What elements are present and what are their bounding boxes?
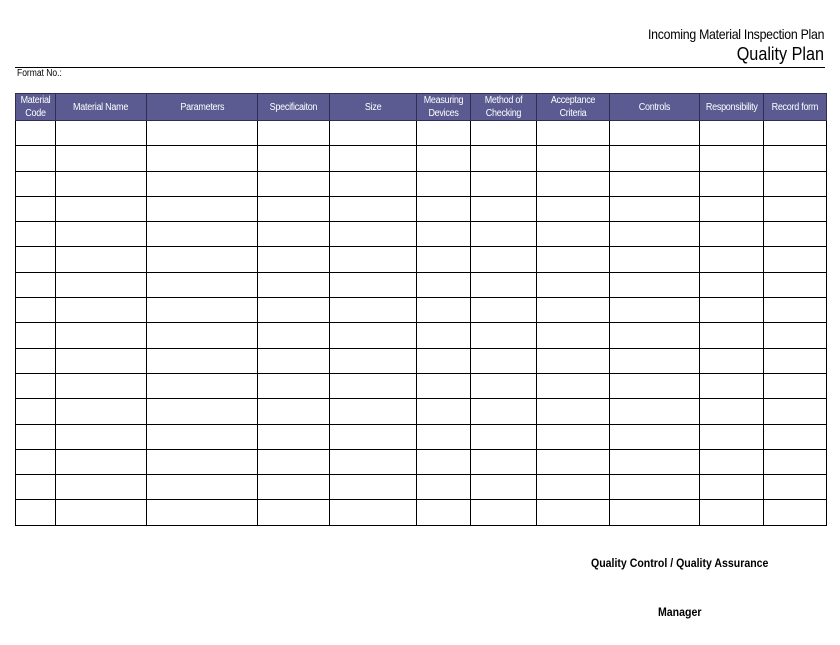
- table-cell[interactable]: [56, 298, 147, 323]
- column-header-label: Acceptance Criteria: [550, 95, 596, 119]
- signature-role: Manager: [658, 605, 702, 619]
- table-cell[interactable]: [417, 298, 471, 323]
- table-cell[interactable]: [764, 171, 827, 196]
- table-cell[interactable]: [16, 171, 56, 196]
- table-row: [16, 222, 827, 247]
- table-cell[interactable]: [700, 146, 764, 171]
- table-cell[interactable]: [330, 424, 417, 449]
- table-cell[interactable]: [537, 348, 610, 373]
- table-cell[interactable]: [537, 146, 610, 171]
- column-header-label: Responsibility: [705, 101, 758, 113]
- table-row: [16, 424, 827, 449]
- table-cell[interactable]: [16, 348, 56, 373]
- table-cell[interactable]: [16, 222, 56, 247]
- table-cell[interactable]: [258, 121, 330, 146]
- column-header: [700, 94, 764, 121]
- table-cell[interactable]: [147, 247, 258, 272]
- table-cell[interactable]: [700, 399, 764, 424]
- table-cell[interactable]: [16, 475, 56, 500]
- table-cell[interactable]: [610, 449, 700, 474]
- column-header: [471, 94, 537, 121]
- table-cell[interactable]: [417, 146, 471, 171]
- table-cell[interactable]: [610, 373, 700, 398]
- table-cell[interactable]: [610, 196, 700, 221]
- table-cell[interactable]: [764, 222, 827, 247]
- table-row: [16, 449, 827, 474]
- column-header-label: Material Name: [73, 101, 129, 113]
- table-cell[interactable]: [330, 298, 417, 323]
- table-cell[interactable]: [16, 272, 56, 297]
- table-cell[interactable]: [330, 348, 417, 373]
- table-cell[interactable]: [610, 298, 700, 323]
- column-header-label: Specificaiton: [269, 101, 318, 113]
- table-cell[interactable]: [764, 348, 827, 373]
- column-header: [417, 94, 471, 121]
- table-cell[interactable]: [330, 121, 417, 146]
- table-cell[interactable]: [56, 449, 147, 474]
- table-cell[interactable]: [147, 272, 258, 297]
- table-cell[interactable]: [258, 399, 330, 424]
- table-cell[interactable]: [16, 373, 56, 398]
- table-cell[interactable]: [16, 196, 56, 221]
- table-cell[interactable]: [471, 500, 537, 525]
- table-cell[interactable]: [258, 449, 330, 474]
- table-cell[interactable]: [147, 298, 258, 323]
- table-cell[interactable]: [471, 449, 537, 474]
- table-cell[interactable]: [471, 196, 537, 221]
- table-cell[interactable]: [537, 373, 610, 398]
- table-cell[interactable]: [16, 323, 56, 348]
- table-cell[interactable]: [330, 196, 417, 221]
- table-cell[interactable]: [56, 348, 147, 373]
- table-cell[interactable]: [258, 348, 330, 373]
- table-cell[interactable]: [258, 500, 330, 525]
- table-cell[interactable]: [764, 500, 827, 525]
- table-cell[interactable]: [258, 222, 330, 247]
- table-cell[interactable]: [56, 424, 147, 449]
- table-cell[interactable]: [417, 449, 471, 474]
- table-cell[interactable]: [258, 298, 330, 323]
- table-cell[interactable]: [610, 272, 700, 297]
- table-cell[interactable]: [471, 272, 537, 297]
- table-cell[interactable]: [56, 500, 147, 525]
- table-cell[interactable]: [537, 247, 610, 272]
- table-cell[interactable]: [537, 272, 610, 297]
- table-cell[interactable]: [700, 196, 764, 221]
- table-cell[interactable]: [417, 121, 471, 146]
- column-header-label: Method of Checking: [484, 95, 523, 119]
- table-cell[interactable]: [16, 424, 56, 449]
- table-cell[interactable]: [537, 121, 610, 146]
- table-cell[interactable]: [537, 449, 610, 474]
- column-header: [537, 94, 610, 121]
- table-cell[interactable]: [258, 247, 330, 272]
- table-cell[interactable]: [700, 449, 764, 474]
- table-cell[interactable]: [147, 222, 258, 247]
- table-cell[interactable]: [700, 222, 764, 247]
- table-cell[interactable]: [56, 222, 147, 247]
- table-cell[interactable]: [764, 272, 827, 297]
- column-header-label: Record form: [771, 101, 819, 113]
- table-cell[interactable]: [471, 348, 537, 373]
- table-cell[interactable]: [471, 399, 537, 424]
- table-row: [16, 247, 827, 272]
- table-cell[interactable]: [258, 475, 330, 500]
- table-cell[interactable]: [147, 323, 258, 348]
- table-cell[interactable]: [537, 196, 610, 221]
- table-cell[interactable]: [610, 424, 700, 449]
- table-row: [16, 323, 827, 348]
- table-cell[interactable]: [258, 272, 330, 297]
- table-cell[interactable]: [537, 298, 610, 323]
- table-cell[interactable]: [56, 399, 147, 424]
- table-cell[interactable]: [471, 323, 537, 348]
- table-cell[interactable]: [471, 247, 537, 272]
- table-cell[interactable]: [471, 298, 537, 323]
- table-cell[interactable]: [417, 323, 471, 348]
- table-row: [16, 121, 827, 146]
- table-cell[interactable]: [700, 298, 764, 323]
- table-row: [16, 272, 827, 297]
- table-cell[interactable]: [700, 171, 764, 196]
- table-cell[interactable]: [147, 146, 258, 171]
- column-header: [764, 94, 827, 121]
- table-cell[interactable]: [330, 449, 417, 474]
- column-header: [258, 94, 330, 121]
- table-cell[interactable]: [417, 399, 471, 424]
- column-header-label: Measuring Devices: [423, 95, 464, 119]
- table-cell[interactable]: [417, 272, 471, 297]
- table-cell[interactable]: [471, 373, 537, 398]
- column-header-label: Material Code: [20, 95, 51, 119]
- table-cell[interactable]: [330, 323, 417, 348]
- column-header: [610, 94, 700, 121]
- table-row: [16, 475, 827, 500]
- table-header-row: [16, 94, 827, 121]
- table-row: [16, 348, 827, 373]
- format-number-label: Format No.:: [17, 68, 62, 79]
- table-cell[interactable]: [610, 121, 700, 146]
- format-number-field: [17, 68, 65, 79]
- table-cell[interactable]: [258, 373, 330, 398]
- table-cell[interactable]: [610, 222, 700, 247]
- table-row: [16, 399, 827, 424]
- table-cell[interactable]: [610, 475, 700, 500]
- table-cell[interactable]: [147, 196, 258, 221]
- table-cell[interactable]: [700, 323, 764, 348]
- table-cell[interactable]: [258, 146, 330, 171]
- table-cell[interactable]: [147, 500, 258, 525]
- table-cell[interactable]: [417, 424, 471, 449]
- table-cell[interactable]: [147, 424, 258, 449]
- table-cell[interactable]: [417, 196, 471, 221]
- table-cell[interactable]: [764, 247, 827, 272]
- table-cell[interactable]: [56, 272, 147, 297]
- table-cell[interactable]: [471, 171, 537, 196]
- column-header: [147, 94, 258, 121]
- table-cell[interactable]: [537, 222, 610, 247]
- table-cell[interactable]: [147, 171, 258, 196]
- table-cell[interactable]: [537, 399, 610, 424]
- table-cell[interactable]: [537, 475, 610, 500]
- table-cell[interactable]: [471, 424, 537, 449]
- table-cell[interactable]: [764, 196, 827, 221]
- column-header: [330, 94, 417, 121]
- table-cell[interactable]: [16, 146, 56, 171]
- table-cell[interactable]: [610, 323, 700, 348]
- table-cell[interactable]: [417, 222, 471, 247]
- table-row: [16, 373, 827, 398]
- table-cell[interactable]: [16, 449, 56, 474]
- table-cell[interactable]: [330, 373, 417, 398]
- signature-department: Quality Control / Quality Assurance: [591, 556, 769, 570]
- table-row: [16, 171, 827, 196]
- column-header: [16, 94, 56, 121]
- table-cell[interactable]: [56, 475, 147, 500]
- column-header-label: Controls: [638, 101, 671, 113]
- column-header-label: Parameters: [180, 101, 224, 113]
- table-cell[interactable]: [417, 247, 471, 272]
- table-cell[interactable]: [56, 323, 147, 348]
- table-cell[interactable]: [764, 298, 827, 323]
- table-cell[interactable]: [56, 146, 147, 171]
- table-cell[interactable]: [610, 171, 700, 196]
- table-cell[interactable]: [330, 399, 417, 424]
- table-cell[interactable]: [610, 500, 700, 525]
- inspection-plan-table: [15, 93, 827, 526]
- table-row: [16, 298, 827, 323]
- table-cell[interactable]: [471, 475, 537, 500]
- table-cell[interactable]: [700, 121, 764, 146]
- table-cell[interactable]: [330, 222, 417, 247]
- table-cell[interactable]: [700, 475, 764, 500]
- table-cell[interactable]: [417, 500, 471, 525]
- header-divider: [15, 67, 825, 68]
- table-cell[interactable]: [330, 171, 417, 196]
- table-cell[interactable]: [764, 449, 827, 474]
- table-cell[interactable]: [610, 399, 700, 424]
- table-cell[interactable]: [417, 348, 471, 373]
- table-cell[interactable]: [764, 424, 827, 449]
- table-cell[interactable]: [537, 424, 610, 449]
- table-cell[interactable]: [700, 373, 764, 398]
- table-cell[interactable]: [258, 424, 330, 449]
- table-cell[interactable]: [700, 272, 764, 297]
- table-cell[interactable]: [330, 247, 417, 272]
- table-cell[interactable]: [700, 348, 764, 373]
- table-cell[interactable]: [537, 500, 610, 525]
- table-cell[interactable]: [330, 272, 417, 297]
- column-header-label: Size: [364, 101, 382, 113]
- table-cell[interactable]: [700, 500, 764, 525]
- table-cell[interactable]: [56, 373, 147, 398]
- table-cell[interactable]: [537, 171, 610, 196]
- table-cell[interactable]: [417, 171, 471, 196]
- table-cell[interactable]: [16, 121, 56, 146]
- table-cell[interactable]: [147, 449, 258, 474]
- table-cell[interactable]: [764, 373, 827, 398]
- table-cell[interactable]: [16, 500, 56, 525]
- table-row: [16, 146, 827, 171]
- table-cell[interactable]: [471, 121, 537, 146]
- table-cell[interactable]: [56, 171, 147, 196]
- table-cell[interactable]: [330, 475, 417, 500]
- table-cell[interactable]: [330, 146, 417, 171]
- table-cell[interactable]: [16, 399, 56, 424]
- table-cell[interactable]: [258, 196, 330, 221]
- table-cell[interactable]: [764, 475, 827, 500]
- table-cell[interactable]: [56, 121, 147, 146]
- table-cell[interactable]: [56, 196, 147, 221]
- table-row: [16, 196, 827, 221]
- table-cell[interactable]: [471, 146, 537, 171]
- form-subtitle: Incoming Material Inspection Plan: [647, 26, 824, 42]
- table-body: [16, 121, 827, 526]
- table-cell[interactable]: [417, 475, 471, 500]
- table-cell[interactable]: [147, 373, 258, 398]
- table-cell[interactable]: [417, 373, 471, 398]
- table-cell[interactable]: [16, 247, 56, 272]
- table-row: [16, 500, 827, 525]
- table-cell[interactable]: [764, 121, 827, 146]
- table-cell[interactable]: [147, 121, 258, 146]
- table-cell[interactable]: [700, 247, 764, 272]
- table-cell[interactable]: [764, 146, 827, 171]
- table-cell[interactable]: [258, 323, 330, 348]
- table-cell[interactable]: [610, 146, 700, 171]
- table-cell[interactable]: [56, 247, 147, 272]
- table-cell[interactable]: [471, 222, 537, 247]
- table-cell[interactable]: [537, 323, 610, 348]
- table-cell[interactable]: [700, 424, 764, 449]
- form-title: Quality Plan: [736, 44, 824, 64]
- table-cell[interactable]: [610, 247, 700, 272]
- table-cell[interactable]: [147, 475, 258, 500]
- table-cell[interactable]: [147, 399, 258, 424]
- table-cell[interactable]: [764, 399, 827, 424]
- table-cell[interactable]: [258, 171, 330, 196]
- table-cell[interactable]: [764, 323, 827, 348]
- table-cell[interactable]: [330, 500, 417, 525]
- table-cell[interactable]: [610, 348, 700, 373]
- column-header: [56, 94, 147, 121]
- table-cell[interactable]: [147, 348, 258, 373]
- table-cell[interactable]: [16, 298, 56, 323]
